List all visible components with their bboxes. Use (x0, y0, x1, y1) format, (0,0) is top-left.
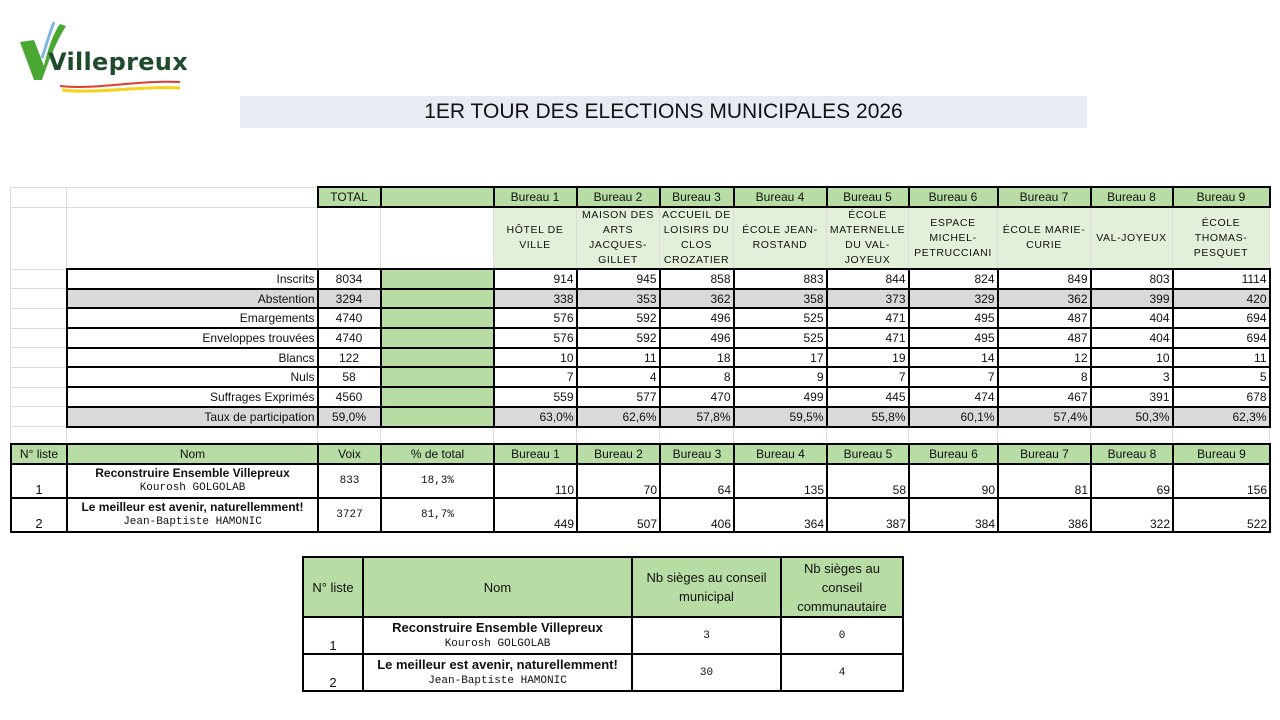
bureau-value: 487 (998, 328, 1091, 348)
bureau-header: Bureau 7 (998, 444, 1091, 464)
blank-cell (11, 348, 67, 368)
bureau-header: Bureau 5 (827, 444, 909, 464)
bureau-value: 467 (998, 387, 1091, 407)
bureau-votes: 522 (1173, 498, 1270, 532)
bureau-value: 495 (909, 328, 998, 348)
bureau-value: 694 (1173, 328, 1270, 348)
bureau-value: 9 (734, 367, 827, 387)
bureau-header: Bureau 7 (998, 187, 1091, 207)
bureau-value: 12 (998, 348, 1091, 368)
bureau-value: 471 (827, 328, 909, 348)
row-label: Enveloppes trouvées (67, 328, 318, 348)
bureau-value: 470 (660, 387, 734, 407)
list-number: 1 (303, 617, 363, 654)
results-table (10, 186, 1271, 445)
bureau-value: 59,5% (734, 407, 827, 427)
bureau-value: 50,3% (1091, 407, 1173, 427)
row-total: 8034 (318, 269, 381, 289)
bureau-value: 803 (1091, 269, 1173, 289)
municipal-seats: 30 (632, 654, 781, 691)
bureau-value: 576 (494, 308, 577, 328)
list-name-cell (67, 464, 318, 498)
bureau-votes: 90 (909, 464, 998, 498)
results-row (11, 387, 1270, 407)
bureau-value: 445 (827, 387, 909, 407)
blank-green-cell (381, 367, 494, 387)
blank-cell (11, 328, 67, 348)
bureau-votes: 507 (577, 498, 660, 532)
bureau-value: 1114 (1173, 269, 1270, 289)
list-name: Reconstruire Ensemble Villepreux (95, 466, 290, 480)
blank-cell (11, 387, 67, 407)
bureau-location: ÉCOLE JEAN-ROSTAND (734, 207, 827, 269)
bureau-value: 8 (660, 367, 734, 387)
list-name-cell (363, 654, 632, 691)
votes-header: Voix (318, 444, 381, 464)
list-number: 1 (11, 464, 67, 498)
bureau-value: 338 (494, 289, 577, 309)
bureau-value: 404 (1091, 308, 1173, 328)
municipal-seats: 3 (632, 617, 781, 654)
bureau-value: 499 (734, 387, 827, 407)
bureau-value: 420 (1173, 289, 1270, 309)
list-name: Le meilleur est avenir, naturellemment! (377, 656, 618, 672)
results-row (11, 348, 1270, 368)
bureau-value: 18 (660, 348, 734, 368)
community-seats: 0 (781, 617, 903, 654)
bureau-header: Bureau 2 (577, 187, 660, 207)
bureau-value: 678 (1173, 387, 1270, 407)
list-row (11, 464, 1270, 498)
bureau-value: 358 (734, 289, 827, 309)
row-total: 4740 (318, 308, 381, 328)
bureau-votes: 364 (734, 498, 827, 532)
bureau-location: ÉCOLE THOMAS-PESQUET (1173, 207, 1270, 269)
bureau-votes: 110 (494, 464, 577, 498)
bureau-value: 62,3% (1173, 407, 1270, 427)
bureau-value: 576 (494, 328, 577, 348)
seats-table (302, 556, 904, 692)
blank-green-cell (381, 308, 494, 328)
list-percent: 81,7% (381, 498, 494, 532)
page-title: 1ER TOUR DES ELECTIONS MUNICIPALES 2026 (240, 96, 1087, 128)
bureau-value: 844 (827, 269, 909, 289)
bureau-value: 62,6% (577, 407, 660, 427)
votes-header-row (11, 444, 1270, 464)
seats-header-row (303, 557, 903, 617)
bureau-header: Bureau 6 (909, 187, 998, 207)
seats-row (303, 617, 903, 654)
bureau-value: 10 (494, 348, 577, 368)
bureau-value: 391 (1091, 387, 1173, 407)
community-seats-header: Nb sièges au conseil communautaire (781, 557, 903, 617)
bureau-value: 404 (1091, 328, 1173, 348)
bureau-value: 57,4% (998, 407, 1091, 427)
spacer-row (11, 427, 1270, 445)
bureau-value: 496 (660, 328, 734, 348)
row-label: Inscrits (67, 269, 318, 289)
list-percent: 18,3% (381, 464, 494, 498)
bureau-location-row (11, 207, 1270, 269)
bureau-location: ESPACE MICHEL-PETRUCCIANI (909, 207, 998, 269)
bureau-votes: 386 (998, 498, 1091, 532)
bureau-header: Bureau 1 (494, 444, 577, 464)
results-row (11, 367, 1270, 387)
bureau-location: ACCUEIL DE LOISIRS DU CLOS CROZATIER (660, 207, 734, 269)
bureau-value: 362 (660, 289, 734, 309)
bureau-value: 824 (909, 269, 998, 289)
results-row (11, 289, 1270, 309)
row-total: 4740 (318, 328, 381, 348)
bureau-location: ÉCOLE MATERNELLE DU VAL-JOYEUX (827, 207, 909, 269)
list-name-cell (67, 498, 318, 532)
bureau-header: Bureau 9 (1173, 187, 1270, 207)
bureau-value: 471 (827, 308, 909, 328)
votes-table (10, 443, 1271, 533)
bureau-value: 4 (577, 367, 660, 387)
bureau-location: VAL-JOYEUX (1091, 207, 1173, 269)
blank-cell (11, 289, 67, 309)
bureau-value: 694 (1173, 308, 1270, 328)
list-leader: Kourosh GOLGOLAB (444, 637, 551, 650)
bureau-votes: 322 (1091, 498, 1173, 532)
municipal-seats-header: Nb sièges au conseil municipal (632, 557, 781, 617)
bureau-votes: 406 (660, 498, 734, 532)
bureau-value: 10 (1091, 348, 1173, 368)
bureau-value: 399 (1091, 289, 1173, 309)
row-total: 4560 (318, 387, 381, 407)
blank-cell (11, 269, 67, 289)
logo-text: Villepreux (48, 48, 188, 76)
bureau-votes: 69 (1091, 464, 1173, 498)
bureau-value: 329 (909, 289, 998, 309)
bureau-header: Bureau 1 (494, 187, 577, 207)
results-row (11, 269, 1270, 289)
bureau-value: 14 (909, 348, 998, 368)
bureau-value: 60,1% (909, 407, 998, 427)
list-name: Le meilleur est avenir, naturellemment! (81, 500, 304, 514)
bureau-value: 362 (998, 289, 1091, 309)
bureau-votes: 384 (909, 498, 998, 532)
bureau-header: Bureau 3 (660, 187, 734, 207)
bureau-value: 63,0% (494, 407, 577, 427)
bureau-votes: 156 (1173, 464, 1270, 498)
bureau-header: Bureau 4 (734, 187, 827, 207)
row-label: Taux de participation (67, 407, 318, 427)
percent-header: % de total (381, 444, 494, 464)
bureau-value: 858 (660, 269, 734, 289)
bureau-value: 474 (909, 387, 998, 407)
bureau-votes: 58 (827, 464, 909, 498)
bureau-header: Bureau 6 (909, 444, 998, 464)
list-votes: 833 (318, 464, 381, 498)
bureau-value: 525 (734, 308, 827, 328)
bureau-value: 19 (827, 348, 909, 368)
bureau-header: Bureau 3 (660, 444, 734, 464)
bureau-votes: 81 (998, 464, 1091, 498)
blank-cell (11, 308, 67, 328)
bureau-location: MAISON DES ARTS JACQUES-GILLET (577, 207, 660, 269)
community-seats: 4 (781, 654, 903, 691)
blank-green-cell (381, 269, 494, 289)
bureau-header: Bureau 4 (734, 444, 827, 464)
list-number: 2 (11, 498, 67, 532)
bureau-value: 11 (577, 348, 660, 368)
bureau-value: 3 (1091, 367, 1173, 387)
list-number: 2 (303, 654, 363, 691)
bureau-header: Bureau 9 (1173, 444, 1270, 464)
list-leader: Jean-Baptiste HAMONIC (428, 674, 567, 687)
bureau-value: 914 (494, 269, 577, 289)
row-label: Nuls (67, 367, 318, 387)
bureau-value: 373 (827, 289, 909, 309)
row-label: Emargements (67, 308, 318, 328)
bureau-value: 7 (909, 367, 998, 387)
bureau-value: 353 (577, 289, 660, 309)
bureau-value: 57,8% (660, 407, 734, 427)
bureau-value: 8 (998, 367, 1091, 387)
bureau-value: 559 (494, 387, 577, 407)
list-name: Reconstruire Ensemble Villepreux (392, 619, 603, 635)
name-header: Nom (67, 444, 318, 464)
name-header: Nom (363, 557, 632, 617)
bureau-value: 495 (909, 308, 998, 328)
bureau-value: 883 (734, 269, 827, 289)
bureau-value: 11 (1173, 348, 1270, 368)
bureau-value: 849 (998, 269, 1091, 289)
blank-green-cell (381, 348, 494, 368)
list-number-header: N° liste (11, 444, 67, 464)
villepreux-logo (16, 18, 186, 98)
total-header: TOTAL (318, 187, 381, 207)
bureau-votes: 135 (734, 464, 827, 498)
bureau-value: 17 (734, 348, 827, 368)
bureau-value: 577 (577, 387, 660, 407)
list-votes: 3727 (318, 498, 381, 532)
bureau-votes: 64 (660, 464, 734, 498)
list-name-cell (363, 617, 632, 654)
list-leader: Kourosh GOLGOLAB (139, 482, 246, 494)
blank-green-cell (381, 289, 494, 309)
bureau-value: 487 (998, 308, 1091, 328)
list-number-header: N° liste (303, 557, 363, 617)
bureau-header: Bureau 5 (827, 187, 909, 207)
bureau-votes: 449 (494, 498, 577, 532)
row-label: Abstention (67, 289, 318, 309)
list-leader: Jean-Baptiste HAMONIC (123, 516, 262, 528)
bureau-header: Bureau 8 (1091, 187, 1173, 207)
seats-row (303, 654, 903, 691)
row-total: 58 (318, 367, 381, 387)
bureau-header: Bureau 2 (577, 444, 660, 464)
list-row (11, 498, 1270, 532)
bureau-location: HÔTEL DE VILLE (494, 207, 577, 269)
bureau-value: 592 (577, 328, 660, 348)
bureau-value: 5 (1173, 367, 1270, 387)
blank-green-cell (381, 328, 494, 348)
bureau-votes: 387 (827, 498, 909, 532)
row-label: Suffrages Exprimés (67, 387, 318, 407)
row-total: 3294 (318, 289, 381, 309)
results-row (11, 407, 1270, 427)
bureau-value: 55,8% (827, 407, 909, 427)
blank-green-cell (381, 387, 494, 407)
bureau-value: 7 (494, 367, 577, 387)
bureau-value: 945 (577, 269, 660, 289)
bureau-value: 525 (734, 328, 827, 348)
bureau-location: ÉCOLE MARIE-CURIE (998, 207, 1091, 269)
bureau-value: 592 (577, 308, 660, 328)
bureau-header: Bureau 8 (1091, 444, 1173, 464)
bureau-votes: 70 (577, 464, 660, 498)
blank-cell (11, 367, 67, 387)
row-total: 122 (318, 348, 381, 368)
blank-green-cell (381, 407, 494, 427)
results-row (11, 328, 1270, 348)
row-label: Blancs (67, 348, 318, 368)
blank-cell (11, 407, 67, 427)
bureau-header-row (11, 187, 1270, 207)
bureau-value: 7 (827, 367, 909, 387)
row-total: 59,0% (318, 407, 381, 427)
bureau-value: 496 (660, 308, 734, 328)
results-row (11, 308, 1270, 328)
